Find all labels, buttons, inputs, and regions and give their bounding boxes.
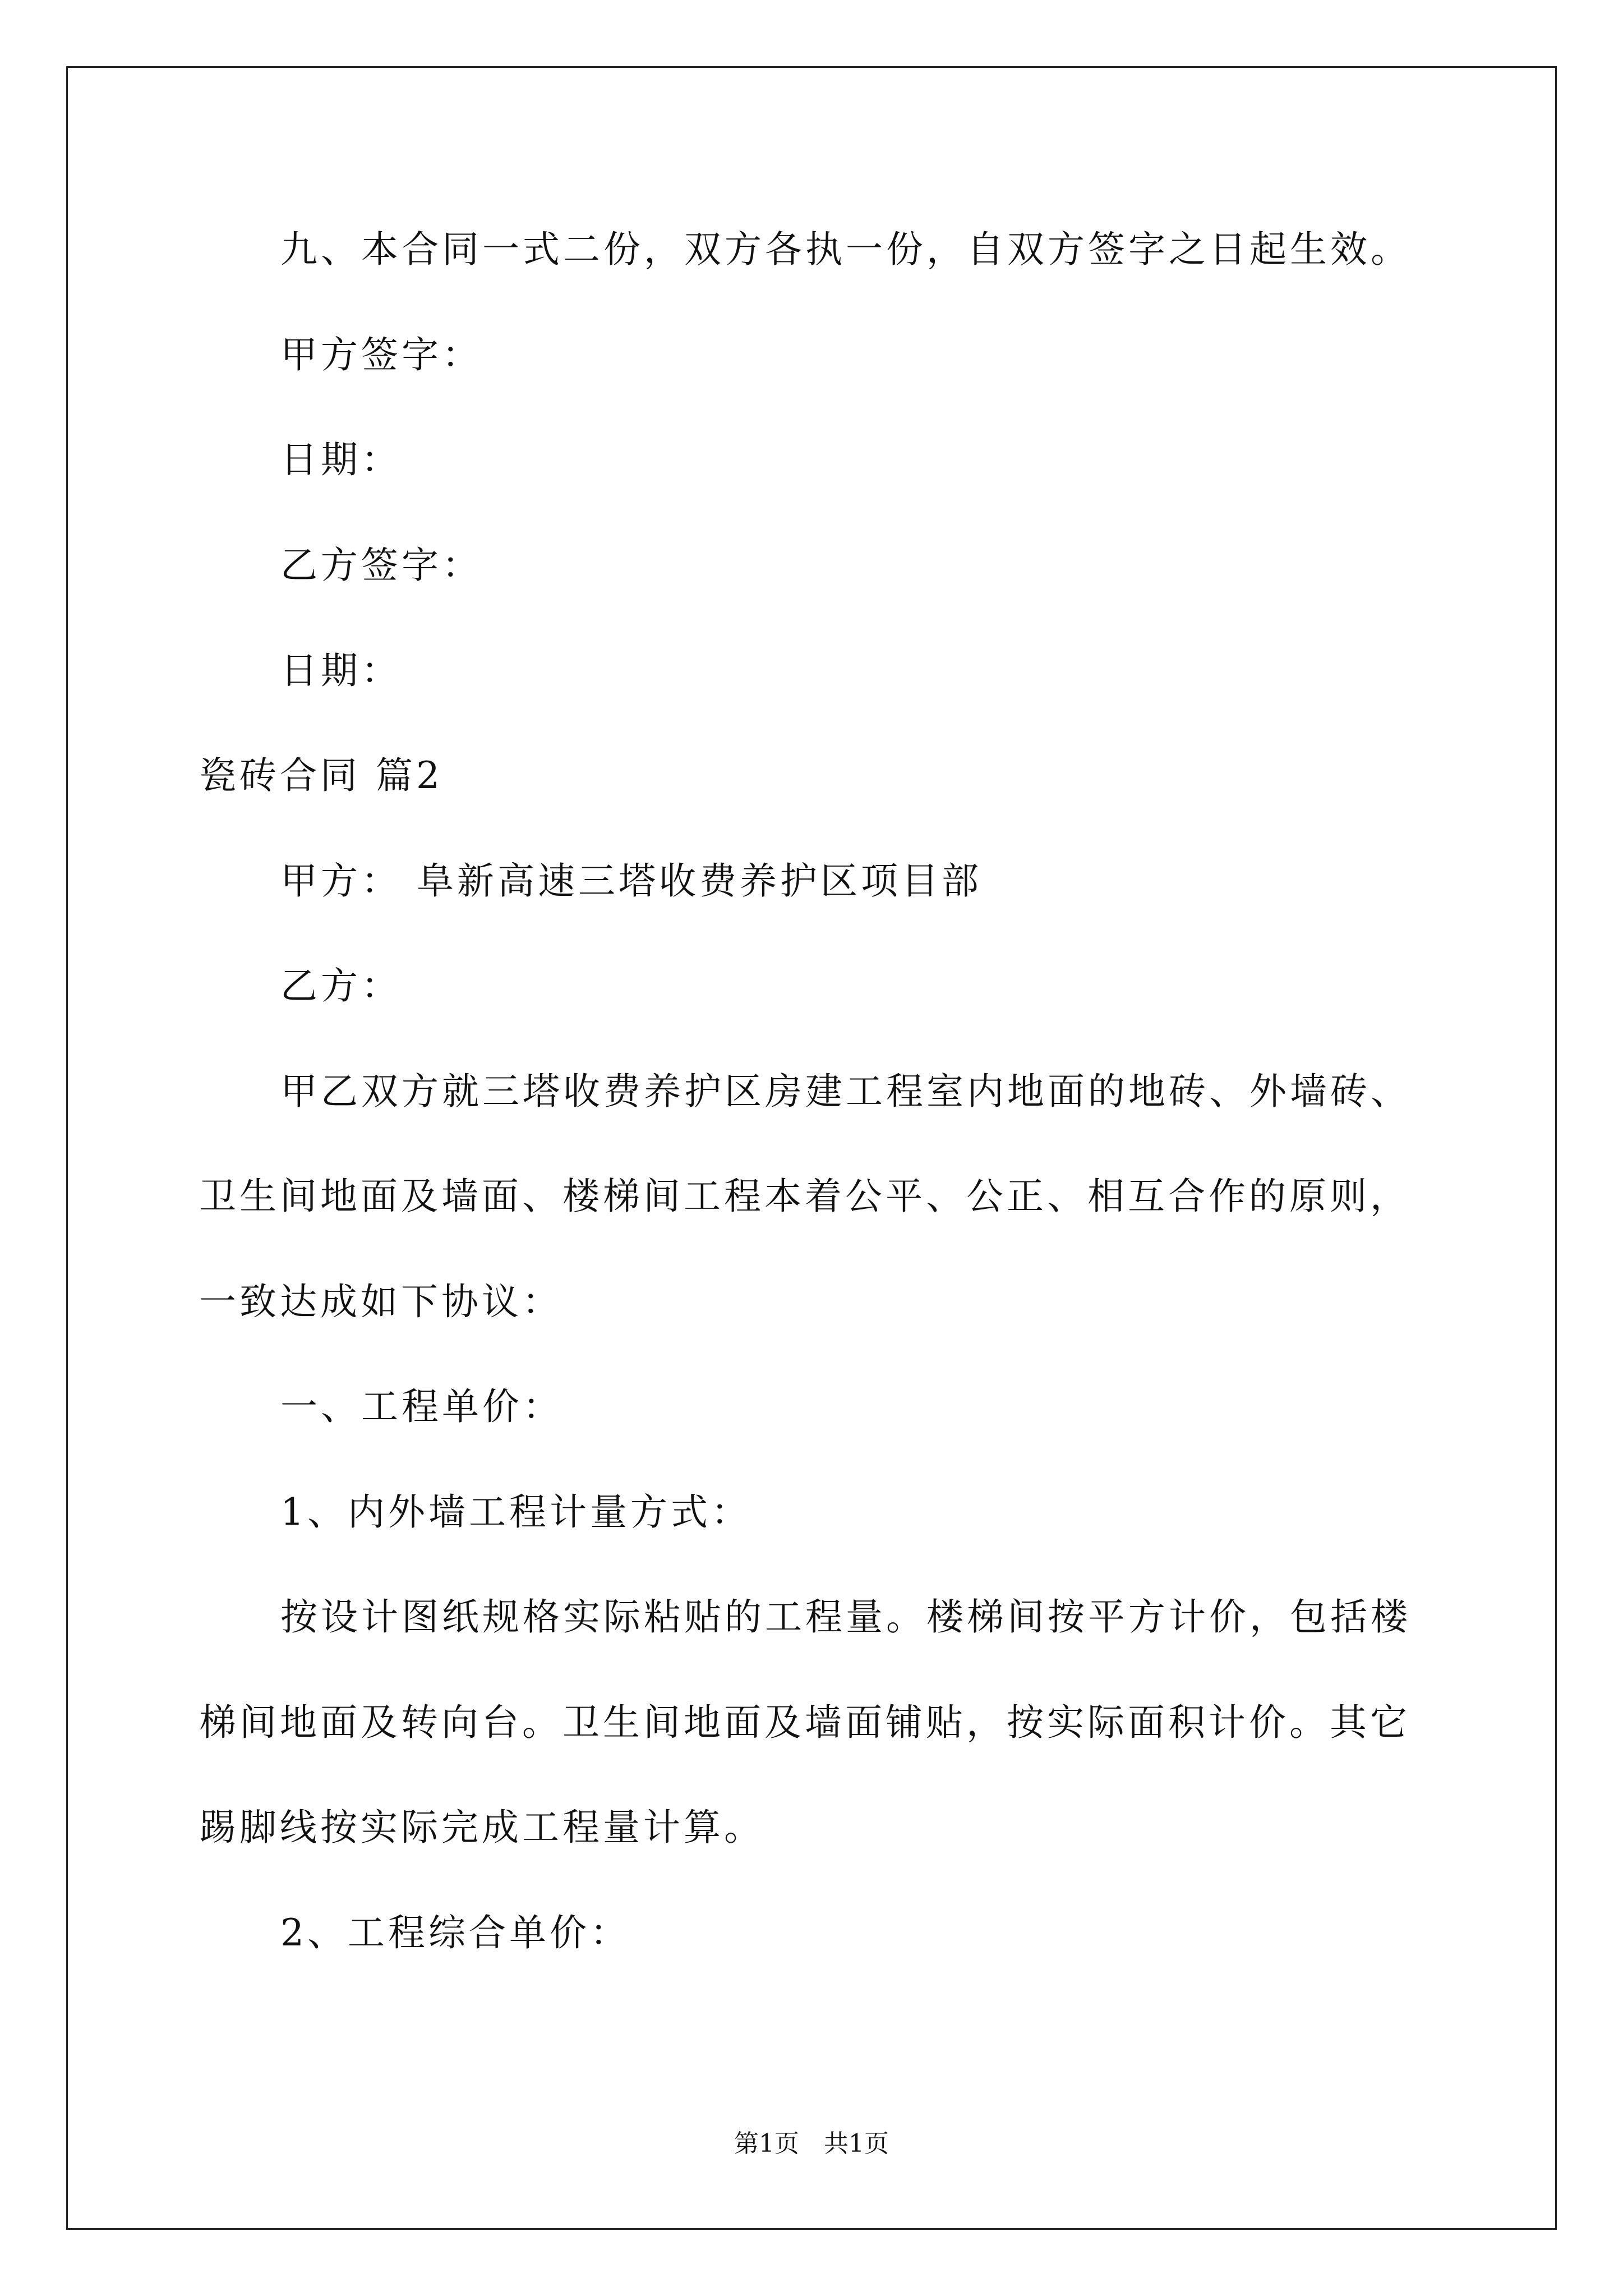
clause-nine: 九、本合同一式二份，双方各执一份，自双方签字之日起生效。: [280, 228, 1411, 271]
item-one-text-line-3: 踢脚线按实际完成工程量计算。: [199, 1806, 764, 1849]
body-paragraph-1-line-1: 甲乙双方就三塔收费养护区房建工程室内地面的地砖、外墙砖、: [280, 1070, 1411, 1113]
page-border: [66, 66, 1557, 2230]
item-one-text-line-1: 按设计图纸规格实际粘贴的工程量。楼梯间按平方计价，包括楼: [280, 1595, 1411, 1639]
party-b-date-label: 日期：: [280, 649, 402, 692]
item-one-heading: 1、内外墙工程计量方式：: [280, 1490, 751, 1534]
party-b-line: 乙方：: [280, 964, 402, 1007]
party-b-signature-label: 乙方签字：: [280, 544, 482, 587]
page-number-footer: 第1页 共1页: [734, 2129, 889, 2158]
party-a-date-label: 日期：: [280, 438, 402, 481]
body-paragraph-1-line-3: 一致达成如下协议：: [199, 1280, 562, 1323]
clause-one-heading: 一、工程单价：: [280, 1385, 563, 1428]
item-two-heading: 2、工程综合单价：: [280, 1911, 630, 1954]
party-a-line: 甲方： 阜新高速三塔收费养护区项目部: [280, 859, 982, 903]
section-heading: 瓷砖合同 篇2: [199, 754, 443, 797]
party-a-signature-label: 甲方签字：: [280, 333, 482, 376]
item-one-text-line-2: 梯间地面及转向台。卫生间地面及墙面铺贴，按实际面积计价。其它: [199, 1701, 1410, 1744]
body-paragraph-1-line-2: 卫生间地面及墙面、楼梯间工程本着公平、公正、相互合作的原则，: [199, 1175, 1410, 1218]
